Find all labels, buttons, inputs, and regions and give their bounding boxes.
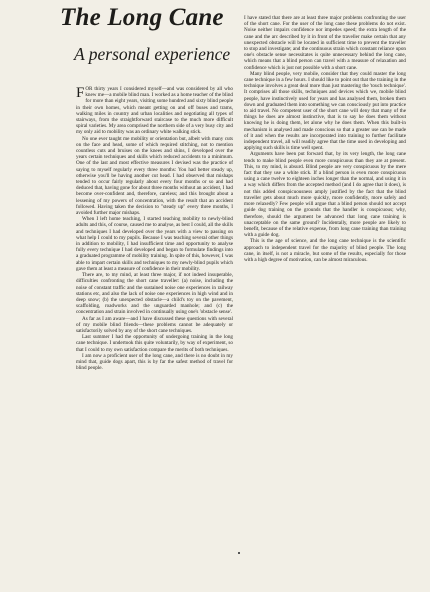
paragraph: Last summer I had the opportunity of undergoing training in the long cane technique. I undertook this quite voluntarily, by way of experiment, so that I could to my own satisfaction compare the merits of both techniques. — [76, 334, 233, 353]
drop-cap: F — [76, 85, 85, 101]
paragraph: I have stated that there are at least three major problems confronting the user of the short cane. For the user of the long cane these problems do not exist. Noise neither impairs confidence nor impedes speed; the extra length of the cane and the arc described by it in front of the traveller make certain that any unexpected obstacle will be located in sufficient time to prevent the traveller to stop and investigate; and the continuous strain which constant reliance upon one's obstacle sense necessitates is quite unnecessary behind the long cane, which means that a blind person can travel with a measure of relaxation and confidence which is just not possible with a short cane. — [244, 15, 406, 71]
paragraph: This is the age of science, and the long cane technique is the scientific approach to independent travel for the majority of blind people. The long cane, in itself, is not a miracle, but some of the results, especially for those with a high degree of motivation, can be almost miraculous. — [244, 238, 406, 263]
paragraph: No one ever taught me mobility or orientation but, albeit with many cuts on the face and head, some of which required stitching, not to mention countless cuts and bruises on the knees and shins, I developed over the years certain techniques and skills which reduced accidents to a minimum. One of the last and most effective measures I devised was the practice of saying to myself regularly every three months: You had better steady up, otherwise you'll be having another cut head. I had observed that mishaps tended to occur fairly regularly about every four months or so and had deduced that, having gone for about three months without an accident, I had become over-confident and, therefore, careless; and this brought about a lessening of my powers of concentration, with the result that an accident followed. Having taken the decision to "steady up" every three months, I avoided further major mishaps. — [76, 135, 233, 217]
article-subtitle: A personal experience — [74, 44, 231, 64]
paragraph: There are, to my mind, at least three major, if not indeed insuperable, difficulties confronting the short cane traveller: (a) noise, including the noise of constant traffic and the sustained noise one experiences in railway stations etc, and also the lack of noise one experiences in high wind and in deep snow; (b) the unexpected obstacle—a child's toy on the pavement, scaffolding, roadworks and the unguarded manhole; and (c) the concentration and strain involved in continually using one's 'obstacle sense'. — [76, 272, 233, 316]
right-column — [244, 15, 406, 263]
paragraph: Arguments have been put forward that, by its very length, the long cane tends to make blind people even more conspicuous than they are at present. This, to my mind, is absurd. Blind people are very conspicuous by the mere fact that they use a white stick. If a blind person is even more conspicuous using a cane twelve to eighteen inches longer than the normal, and using it in a way which differs from the accepted method (and I do agree that it does), is not this added conspicuousness amply justified by the fact that the blind traveller gets about much more quickly, more confidently, more safely and more relaxedly? Few people will argue that a blind person should not accept guide dog training on the grounds that the handler is conspicuous; why, therefore, should the argument be advanced that long cane training is unacceptable on the same ground? Incidentally, more people are likely to benefit, because of the relative expense, from long cane training than training with a guide dog. — [244, 151, 406, 239]
paragraph: I am now a proficient user of the long cane, and there is no doubt in my mind that, guide dogs apart, this is by far the safest method of travel for blind people. — [76, 352, 233, 372]
paragraph: When I left home teaching, I started teaching mobility to newly-blind adults and this, of course, caused me to analyse, as best I could, all the skills and techniques I had developed over the years with a view to passing on what help I could to my pupils. Because I was teaching several other things in addition to mobility, I had insufficient time and opportunity to analyse fully every technique I had developed and began to formulate findings into a graduated programme of mobility training. In spite of this, however, I was able to impart certain skills and techniques to my newly-blind pupils which gave them at least a measure of confidence in their mobility. — [76, 216, 233, 272]
paragraph: FOR thirty years I considered myself—and was considered by all who knew me—a mobile blind man. I worked as a home teacher of the blind for more than eight years, visiting some hundred and sixty blind people in their own homes, which meant getting on and off buses and trams, walking miles in country and urban localities and negotiating all types of stairways, from the straightforward staircase to the much more difficult spiral varieties. My area comprised the northern side of a very busy city and my only aid to mobility was an ordinary white walking stick. — [76, 85, 233, 136]
printer-mark — [238, 552, 240, 554]
left-column — [76, 86, 233, 371]
paragraph: As far as I am aware—and I have discussed these questions with several of my mobile blind friends—these problems cannot be adequately or satisfactorily solved by any of the short cane techniques. — [76, 315, 233, 334]
paragraph: Many blind people, very mobile, consider that they could master the long cane technique in a few hours. I should like to point out that the training in the technique involves a great deal more than just mastering the 'touch technique'. It comprises all those skills, techniques and devices which we, mobile blind people, have instinctively used for years and has analysed them, broken them down and graduated them into something we can consciously put into practice to aid travel. No competent user of the short cane will deny that many of the things he does are almost instinctive, that is to say he does them without knowing he is doing them, let alone why he does them. When this built-in mechanism is analysed and made conscious so that a greater use can be made of it and when the results are incorporated into training to further facilitate independent travel, all will readily agree that the time used in developing and applying such skills is time well spent. — [244, 70, 406, 152]
article-title: The Long Cane — [60, 4, 224, 31]
